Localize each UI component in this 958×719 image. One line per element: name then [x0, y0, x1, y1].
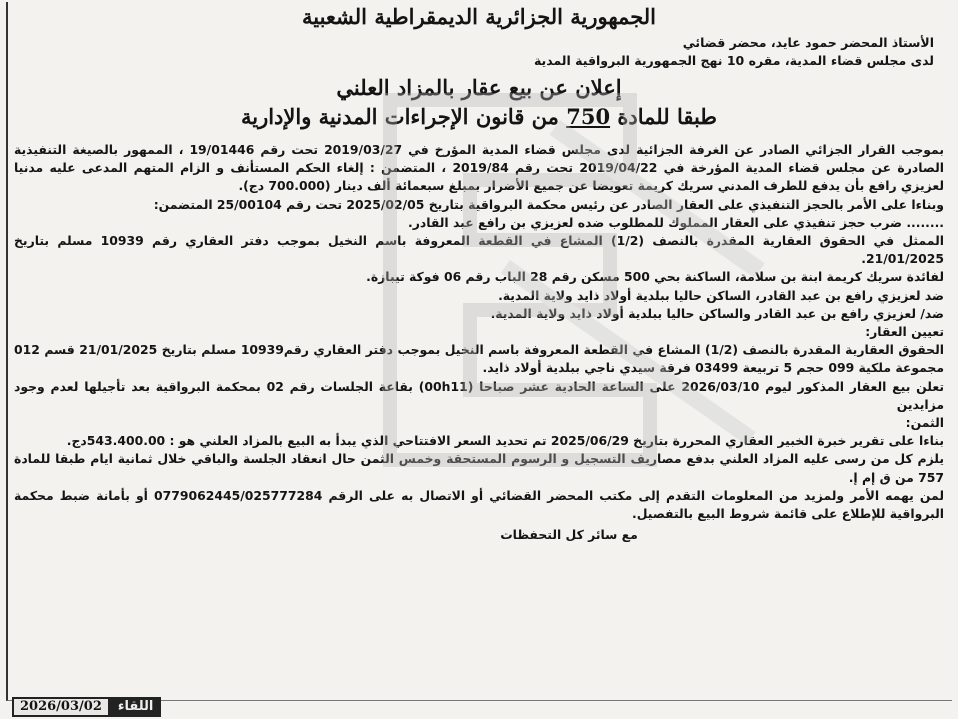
subtitle-suffix: من قانون الإجراءات المدنية والإدارية — [240, 104, 567, 129]
paragraph-contact: لمن يهمه الأمر ولمزيد من المعلومات التقدم إلى مكتب المحضر القضائي أو الاتصال به على الرقم 0779062445/025777284 أو بأمانة ضبط محكمة البرواقية للإطلاع على قائمة شروط البيع بالتفصيل. — [14, 487, 944, 522]
paragraph-against: ضد لعزيزي رافع بن عبد القادر، الساكن حاليا ببلدية أولاد ذايد ولاية المدية. — [498, 287, 944, 303]
label-property: تعيين العقار: — [865, 324, 944, 340]
footer-bar — [12, 697, 165, 717]
notice-subtitle — [14, 102, 944, 131]
court-address: لدى مجلس قضاء المدية، مقره 10 نهج الجمهورية البرواقية المدية — [533, 53, 934, 68]
paragraph-sale-date: تعلن بيع العقار المذكور ليوم 2026/03/10 على الساعة الحادية عشر صباحا (00h11) بقاعة الجلسات رقم 02 بمحكمة البرواقية بعد تأجيلها لعدم وجود مزايدين — [14, 378, 944, 412]
paragraph-against-2: ضد/ لعزيزي رافع بن عبد القادر والساكن حاليا ببلدية أولاد ذايد ولاية المدية. — [490, 305, 944, 321]
paragraph-property: الحقوق العقارية المقدرة بالنصف (1/2) المشاع في القطعة المعروفة باسم النخيل بموجب دفتر العقاري رقم10939 مسلم بتاريخ 21/01/2025 قسم 012 مجموعة ملكية 099 حجم 5 تربيعة 03499 فرقة سيدي ناجي ببلدية أولاد ذايد. — [14, 342, 944, 376]
label-price: الثمن: — [905, 415, 944, 431]
publication-date: 2026/03/02 — [12, 697, 110, 717]
paragraph-beneficiary: لفائدة سريك كريمة ابنة بن سلامة، الساكنة بحي 500 مسكن رقم 28 الباب رقم 06 فوكة تيبازة. — [366, 269, 944, 285]
closing-reservations: مع سائر كل التحفظات — [500, 527, 638, 543]
paragraph-seizure-order: وبناءا على الأمر بالحجز التنفيذي على العقار الصادر عن رئيس محكمة البرواقية بتاريخ 2025/02/05 تحت رقم 25/00104 المتضمن: — [153, 196, 944, 212]
subtitle-prefix: طبقا للمادة — [610, 104, 718, 129]
paragraph-seizure: ........ ضرب حجز تنفيذي على العقار المملوك للمطلوب ضده لعزيزي بن رافع عبد القادر. — [408, 214, 944, 230]
paragraph-judgment: بموجب القرار الجزائي الصادر عن الغرفة الجزائية لدى مجلس قضاء المدية المؤرخ في 2019/03/27 تحت رقم 19/01446 ، الممهور بالصيغة التنفيذية الصادرة عن مجلس قضاء المدية المؤرخة في 2019/04/22 تحت رقم 2019/84 ، المتضمن : إلغاء الحكم المستأنف و الزام المتهم المدعى عليه مدنيا لعزيزي رافع بأن يدفع للطرف المدني سريك كريمة تعويضا عن جميع الأضرار بمبلغ سبعمائة ألف دينار (700.000 دج). — [14, 142, 944, 194]
republic-heading: الجمهورية الجزائرية الديمقراطية الشعبية — [301, 4, 656, 29]
paragraph-rights: الممثل في الحقوق العقارية المقدرة بالنصف (1/2) المشاع في القطعة المعروفة باسم النخيل بموجب دفتر العقاري رقم 10939 مسلم بتاريخ 21/01/2025. — [14, 233, 944, 267]
newspaper-name: اللقاء — [110, 697, 162, 717]
paragraph-obligations: يلزم كل من رسى عليه المزاد العلني بدفع مصاريف التسجيل و الرسوم المستحقة وخمس الثمن حال انعقاد الجلسة والباقي خلال ثمانية ايام طبقا للمادة 757 من ق إم إ. — [14, 451, 944, 485]
article-number: 750 — [566, 104, 611, 129]
notice-title: إعلان عن بيع عقار بالمزاد العلني — [336, 75, 622, 100]
paragraph-price: بناءا على تقرير خبرة الخبير العقاري المحررة بتاريخ 2025/06/29 تم تحديد السعر الافتتاحي الذي يبدأ به البيع بالمزاد العلني هو : 543.400.00دج. — [66, 433, 944, 449]
notice-body — [14, 141, 944, 544]
bailiff-name: الأستاذ المحضر حمود عايد، محضر قضائي — [682, 35, 934, 50]
